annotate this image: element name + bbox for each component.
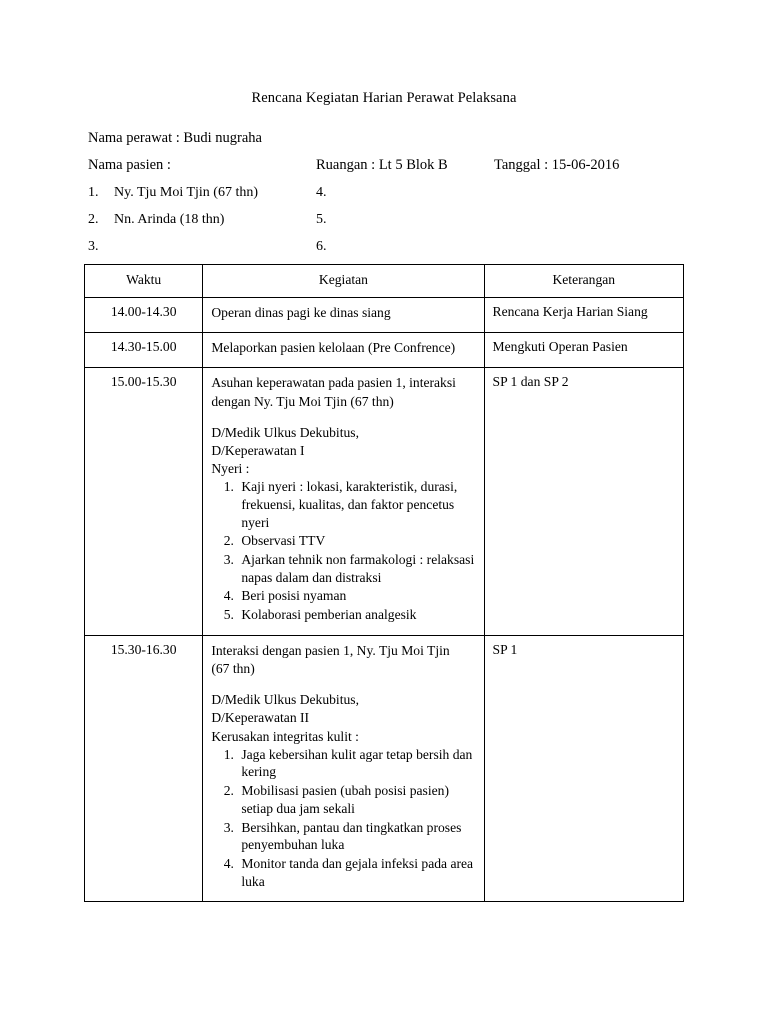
nama-pasien-label: Nama pasien : — [88, 157, 171, 173]
kegiatan-step-list — [211, 746, 475, 890]
list-item: 2. Mobilisasi pasien (ubah posisi pasien) setiap dua jam sekali — [237, 782, 475, 817]
header-row-perawat — [88, 130, 688, 157]
list-item: 1. Kaji nyeri : lokasi, karakteristik, durasi, frekuensi, kualitas, dan faktor pencetus nyeri — [237, 478, 475, 531]
table-row — [85, 333, 684, 368]
nama-perawat-label: Nama perawat : Budi nugraha — [88, 130, 262, 146]
patient-number-right: 6. — [316, 239, 327, 254]
cell-waktu: 14.00-14.30 — [85, 298, 203, 333]
paragraph-gap — [211, 678, 475, 691]
cell-waktu: 15.00-15.30 — [85, 368, 203, 635]
cell-keterangan: Rencana Kerja Harian Siang — [484, 298, 683, 333]
list-item: 3. Ajarkan tehnik non farmakologi : relaksasi napas dalam dan distraksi — [237, 551, 475, 586]
patient-number-right: 5. — [316, 212, 327, 227]
list-item: 4. Monitor tanda dan gejala infeksi pada area luka — [237, 855, 475, 890]
cell-waktu: 14.30-15.00 — [85, 333, 203, 368]
cell-waktu: 15.30-16.30 — [85, 635, 203, 901]
cell-keterangan: SP 1 — [484, 635, 683, 901]
kegiatan-step-list — [211, 478, 475, 623]
column-header-waktu: Waktu — [85, 265, 203, 298]
patient-list — [88, 185, 688, 266]
paragraph-gap — [211, 411, 475, 424]
kegiatan-line: (67 thn) — [211, 661, 255, 676]
tanggal-label: Tanggal : 15-06-2016 — [494, 157, 620, 173]
patient-name: Nn. Arinda (18 thn) — [114, 212, 225, 227]
kegiatan-line: D/Keperawatan I — [211, 443, 305, 459]
column-header-kegiatan: Kegiatan — [203, 265, 484, 298]
list-item — [88, 239, 688, 266]
list-item: 1. Jaga kebersihan kulit agar tetap bersih dan kering — [237, 746, 475, 781]
kegiatan-line: D/Medik Ulkus Dekubitus, — [211, 692, 359, 708]
list-item — [88, 185, 688, 212]
cell-keterangan: Mengkuti Operan Pasien — [484, 333, 683, 368]
patient-name: Ny. Tju Moi Tjin (67 thn) — [114, 185, 259, 200]
page-title: Rencana Kegiatan Harian Perawat Pelaksana — [251, 90, 517, 106]
table-row — [85, 368, 684, 635]
kegiatan-line: D/Keperawatan II — [211, 710, 310, 726]
patient-number: 2. — [88, 212, 99, 227]
list-item: 4. Beri posisi nyaman — [237, 587, 475, 605]
schedule-table — [84, 264, 684, 902]
kegiatan-line: Kerusakan integritas kulit : — [211, 728, 359, 744]
patient-number-right: 4. — [316, 185, 327, 200]
kegiatan-line: D/Medik Ulkus Dekubitus, — [211, 424, 359, 440]
list-item — [88, 212, 688, 239]
kegiatan-line: Nyeri : — [211, 461, 250, 477]
cell-keterangan: SP 1 dan SP 2 — [484, 368, 683, 635]
document-header — [88, 130, 688, 184]
cell-kegiatan — [203, 333, 484, 368]
list-item: 3. Bersihkan, pantau dan tingkatkan proses penyembuhan luka — [237, 819, 475, 854]
table-row — [85, 298, 684, 333]
cell-kegiatan — [203, 368, 484, 635]
cell-kegiatan — [203, 298, 484, 333]
column-header-keterangan: Keterangan — [484, 265, 683, 298]
list-item: 5. Kolaborasi pemberian analgesik — [237, 606, 475, 624]
kegiatan-line: Melaporkan pasien kelolaan (Pre Confrence) — [211, 340, 456, 356]
patient-number: 3. — [88, 239, 99, 254]
cell-kegiatan — [203, 635, 484, 901]
list-item: 2. Observasi TTV — [237, 532, 475, 550]
kegiatan-line: Operan dinas pagi ke dinas siang — [211, 305, 391, 320]
kegiatan-line: Interaksi dengan pasien 1, Ny. Tju Moi Tjin — [211, 642, 450, 658]
table-row — [85, 635, 684, 901]
kegiatan-line: dengan Ny. Tju Moi Tjin (67 thn) — [211, 393, 394, 409]
header-row-pasien — [88, 157, 688, 184]
kegiatan-line: Asuhan keperawatan pada pasien 1, interaksi — [211, 375, 456, 391]
ruangan-label: Ruangan : Lt 5 Blok B — [316, 157, 448, 173]
table-header-row — [85, 265, 684, 298]
patient-number: 1. — [88, 185, 99, 200]
